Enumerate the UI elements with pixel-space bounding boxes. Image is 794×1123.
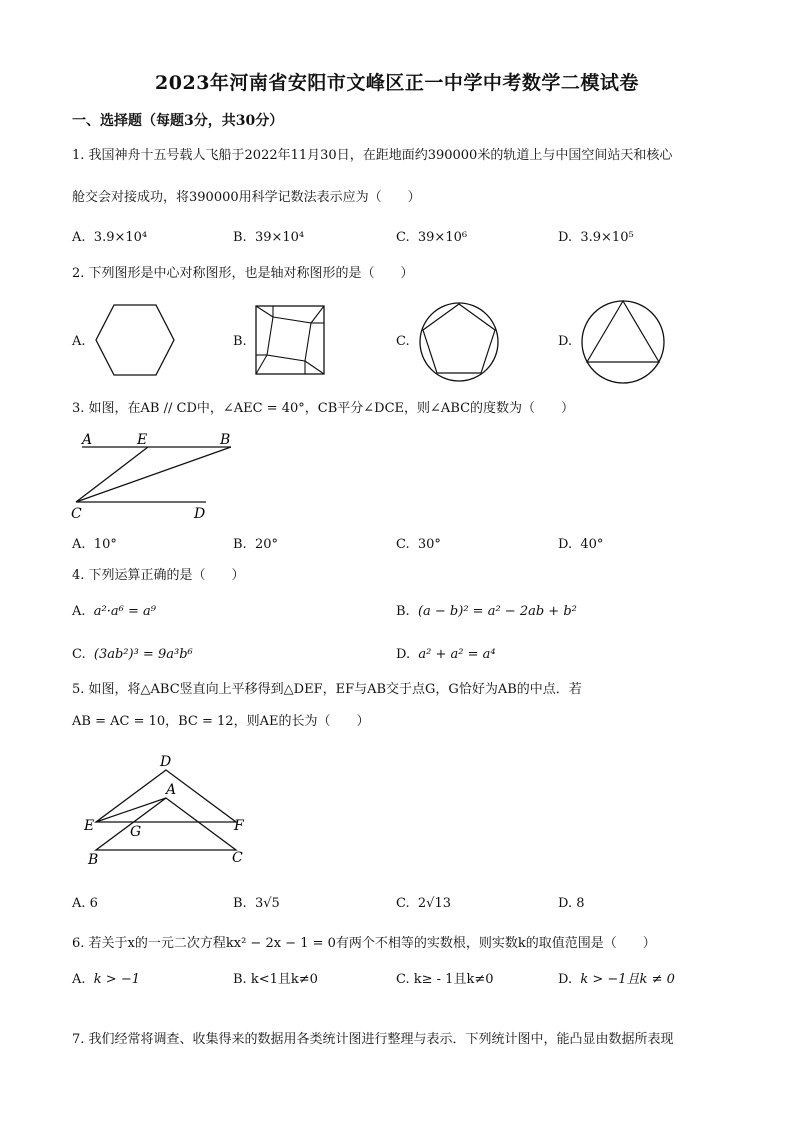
q2-option-a-label[interactable]: A.	[72, 334, 86, 349]
q3-figure-parallel-lines	[66, 428, 246, 524]
q4-option-d[interactable]: D. a² + a² = a⁴	[396, 647, 496, 662]
q2-option-b-label[interactable]: B.	[233, 334, 247, 349]
point-f-label: F	[234, 818, 244, 834]
point-a-label: A	[166, 782, 177, 798]
q4-stem: 4. 下列运算正确的是（ ）	[72, 568, 245, 583]
page-title: 2023年河南省安阳市文峰区正一中学中考数学二模试卷	[155, 72, 639, 94]
point-d-label: D	[194, 506, 206, 522]
point-b-label: B	[220, 432, 231, 448]
point-b-label: B	[88, 852, 99, 868]
point-e-label: E	[137, 432, 148, 448]
q6-option-a[interactable]: A. k > −1	[72, 972, 140, 987]
square-pinwheel-figure	[255, 305, 325, 375]
q1-stem-line1: 1. 我国神舟十五号载人飞船于2022年11月30日，在距地面约390000米的轨道上与中国空间站天和核心	[72, 148, 673, 163]
q5-option-c[interactable]: C. 2√13	[396, 896, 451, 911]
q2-stem: 2. 下列图形是中心对称图形，也是轴对称图形的是（ ）	[72, 266, 414, 281]
q3-option-b[interactable]: B. 20°	[233, 537, 278, 552]
q1-option-a[interactable]: A. 3.9×10⁴	[72, 230, 148, 245]
circle-triangle-figure	[580, 299, 666, 385]
q5-stem-line2: AB = AC = 10，BC = 12，则AE的长为（ ）	[72, 714, 370, 729]
q1-option-d[interactable]: D. 3.9×10⁵	[558, 230, 634, 245]
q5-figure-translated-triangles	[80, 750, 255, 870]
circle-pentagon-figure	[418, 301, 500, 383]
q4-option-b[interactable]: B. (a − b)² = a² − 2ab + b²	[396, 604, 577, 619]
point-d-label: D	[160, 754, 172, 770]
q1-stem-line2: 舱交会对接成功，将390000用科学记数法表示应为（ ）	[72, 190, 421, 205]
q1-option-b[interactable]: B. 39×10⁴	[233, 230, 305, 245]
q3-option-c[interactable]: C. 30°	[396, 537, 441, 552]
point-e-label: E	[84, 818, 95, 834]
q4-option-c[interactable]: C. (3ab²)³ = 9a³b⁶	[72, 647, 193, 662]
hexagon-figure	[94, 303, 176, 377]
q3-stem: 3. 如图，在AB // CD中，∠AEC = 40°，CB平分∠DCE，则∠ABC的度数为（ ）	[72, 401, 575, 416]
q6-option-b[interactable]: B. k<1且k≠0	[233, 972, 318, 987]
q5-option-b[interactable]: B. 3√5	[233, 896, 280, 911]
point-c-label: C	[232, 850, 243, 866]
point-a-label: A	[82, 432, 93, 448]
q6-stem: 6. 若关于x的一元二次方程kx² − 2x − 1 = 0有两个不相等的实数根，则实数k的取值范围是（ ）	[72, 936, 656, 951]
point-g-label: G	[130, 824, 142, 840]
section-heading: 一、选择题（每题3分，共30分）	[72, 113, 284, 129]
q3-option-a[interactable]: A. 10°	[72, 537, 117, 552]
q2-option-d-label[interactable]: D.	[558, 334, 573, 349]
q5-option-a[interactable]: A. 6	[72, 896, 98, 911]
q3-option-d[interactable]: D. 40°	[558, 537, 604, 552]
q7-stem: 7. 我们经常将调查、收集得来的数据用各类统计图进行整理与表示．下列统计图中，能凸显由数据所表现	[72, 1032, 674, 1047]
point-c-label: C	[71, 506, 82, 522]
q5-stem-line1: 5. 如图，将△ABC竖直向上平移得到△DEF，EF与AB交于点G，G恰好为AB的中点．若	[72, 682, 582, 697]
q6-option-d[interactable]: D. k > −1且k ≠ 0	[558, 972, 675, 987]
q2-option-c-label[interactable]: C.	[396, 334, 410, 349]
q4-option-a[interactable]: A. a²·a⁶ = a⁹	[72, 604, 156, 619]
q5-option-d[interactable]: D. 8	[558, 896, 585, 911]
q1-option-c[interactable]: C. 39×10⁶	[396, 230, 468, 245]
q6-option-c[interactable]: C. k≥ - 1且k≠0	[396, 972, 494, 987]
